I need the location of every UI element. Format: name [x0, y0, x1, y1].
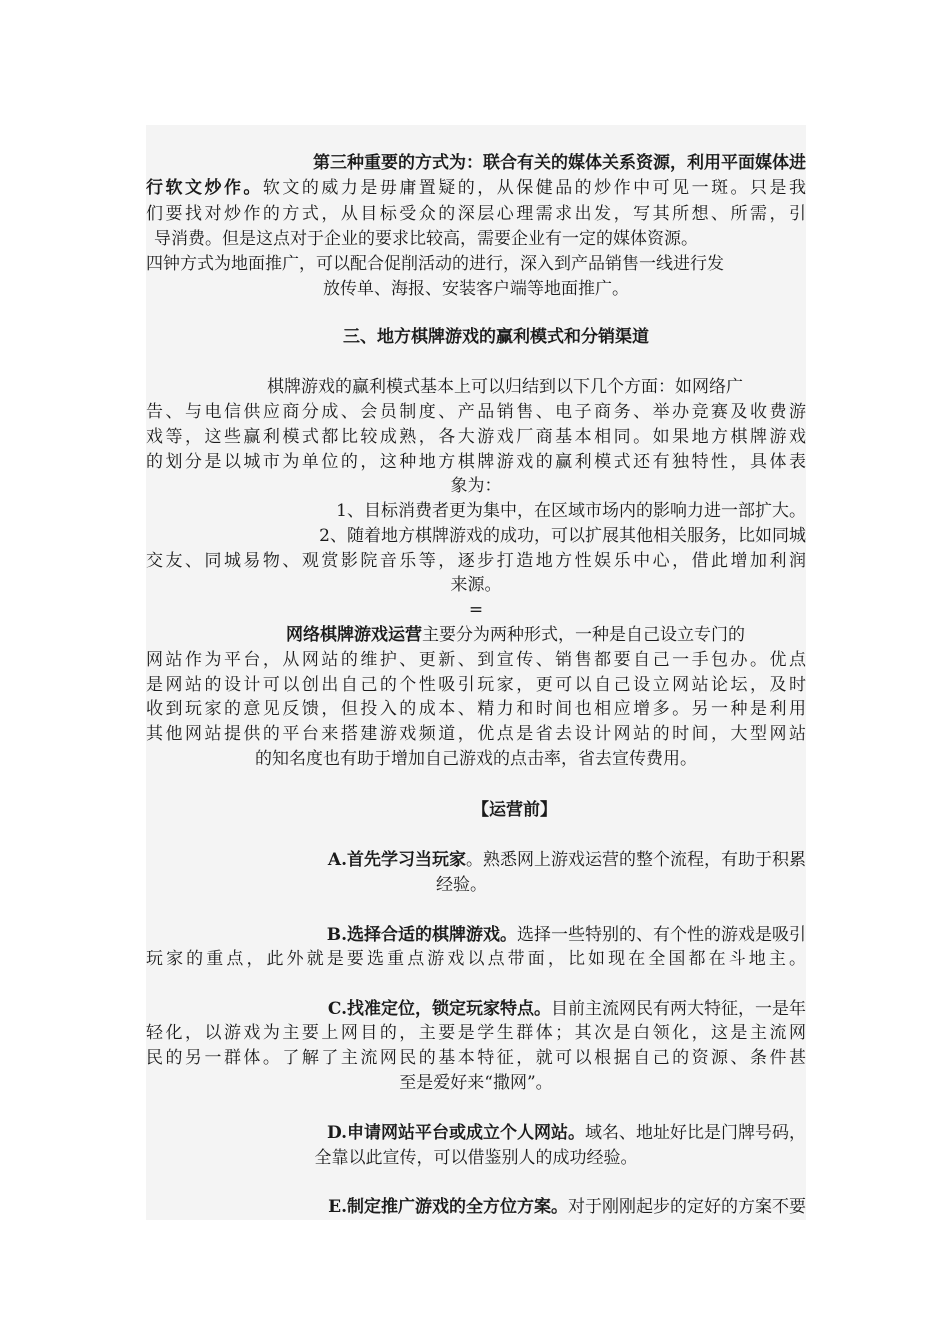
- paragraph-line: 第三种重要的方式为：联合有关的媒体关系资源，利用平面媒体进: [313, 153, 806, 173]
- paragraph-line: 玩家的重点，此外就是要选重点游戏以点带面，比如现在全国都在斗地主。: [146, 949, 806, 969]
- section-heading: 三、地方棋牌游戏的赢利模式和分销渠道: [343, 327, 649, 347]
- paragraph-line: 轻化，以游戏为主要上网目的，主要是学生群体；其次是白领化，这是主流网: [146, 1023, 806, 1043]
- list-item: 2、随着地方棋牌游戏的成功，可以扩展其他相关服务，比如同城: [319, 526, 806, 546]
- list-item: 1、目标消费者更为集中，在区域市场内的影响力进一部扩大。: [336, 501, 806, 521]
- paragraph-line: 经验。: [436, 875, 487, 895]
- paragraph-line: 的知名度也有助于增加自己游戏的点击率，省去宣传费用。: [255, 749, 697, 769]
- list-item: C.找准定位，锁定玩家特点。目前主流网民有两大特征，一是年: [327, 999, 806, 1019]
- list-item: E.制定推广游戏的全方位方案。对于刚刚起步的定好的方案不要: [328, 1197, 806, 1217]
- paragraph-line: 们要找对炒作的方式，从目标受众的深层心理需求出发，写其所想、所需，引: [146, 204, 806, 224]
- paragraph-line: 至是爱好来“撒网”。: [399, 1073, 553, 1093]
- paragraph-line: 四钟方式为地面推广，可以配合促削活动的进行，深入到产品销售一线进行发: [146, 254, 724, 274]
- paragraph-line: 网站作为平台，从网站的维护、更新、到宣传、销售都要自己一手包办。优点: [146, 650, 806, 670]
- paragraph-line: 民的另一群体。了解了主流网民的基本特征，就可以根据自己的资源、条件甚: [146, 1048, 806, 1068]
- separator-text: =: [468, 600, 484, 620]
- paragraph-line: 放传单、海报、安装客户端等地面推广。: [323, 279, 629, 299]
- paragraph-line: 导消费。但是这点对于企业的要求比较高，需要企业有一定的媒体资源。: [154, 229, 698, 249]
- paragraph-line: 戏等，这些赢利模式都比较成熟，各大游戏厂商基本相同。如果地方棋牌游戏: [146, 427, 806, 447]
- document-page: [146, 125, 806, 1220]
- paragraph-line: 网络棋牌游戏运营主要分为两种形式，一种是自己设立专门的: [286, 625, 745, 645]
- paragraph-line: 是网站的设计可以创出自己的个性吸引玩家，更可以自己设立网站论坛，及时: [146, 675, 806, 695]
- list-item: D.申请网站平台或成立个人网站。域名、地址好比是门牌号码，: [326, 1123, 806, 1143]
- list-item: B.选择合适的棋牌游戏。选择一些特别的、有个性的游戏是吸引: [326, 925, 806, 945]
- paragraph-line: 行软文炒作。软文的威力是毋庸置疑的，从保健品的炒作中可见一斑。只是我: [146, 178, 806, 198]
- paragraph-line: 来源。: [450, 575, 502, 595]
- paragraph-line: 象为：: [450, 476, 502, 496]
- paragraph-line: 告、与电信供应商分成、会员制度、产品销售、电子商务、举办竞赛及收费游: [146, 402, 806, 422]
- section-heading: 【运营前】: [472, 800, 557, 820]
- paragraph-line: 棋牌游戏的赢利模式基本上可以归结到以下几个方面：如网络广: [267, 377, 743, 397]
- list-item: A.首先学习当玩家。熟悉网上游戏运营的整个流程，有助于积累: [327, 850, 806, 870]
- paragraph-line: 收到玩家的意见反馈，但投入的成本、精力和时间也相应增多。另一种是利用: [146, 699, 806, 719]
- paragraph-line: 全靠以此宣传，可以借鉴别人的成功经验。: [314, 1148, 638, 1168]
- paragraph-line: 其他网站提供的平台来搭建游戏频道，优点是省去设计网站的时间，大型网站: [146, 724, 806, 744]
- paragraph-line: 交友、同城易物、观赏影院音乐等，逐步打造地方性娱乐中心，借此增加利润: [146, 551, 806, 571]
- paragraph-line: 的划分是以城市为单位的，这种地方棋牌游戏的赢利模式还有独特性，具体表: [146, 452, 806, 472]
